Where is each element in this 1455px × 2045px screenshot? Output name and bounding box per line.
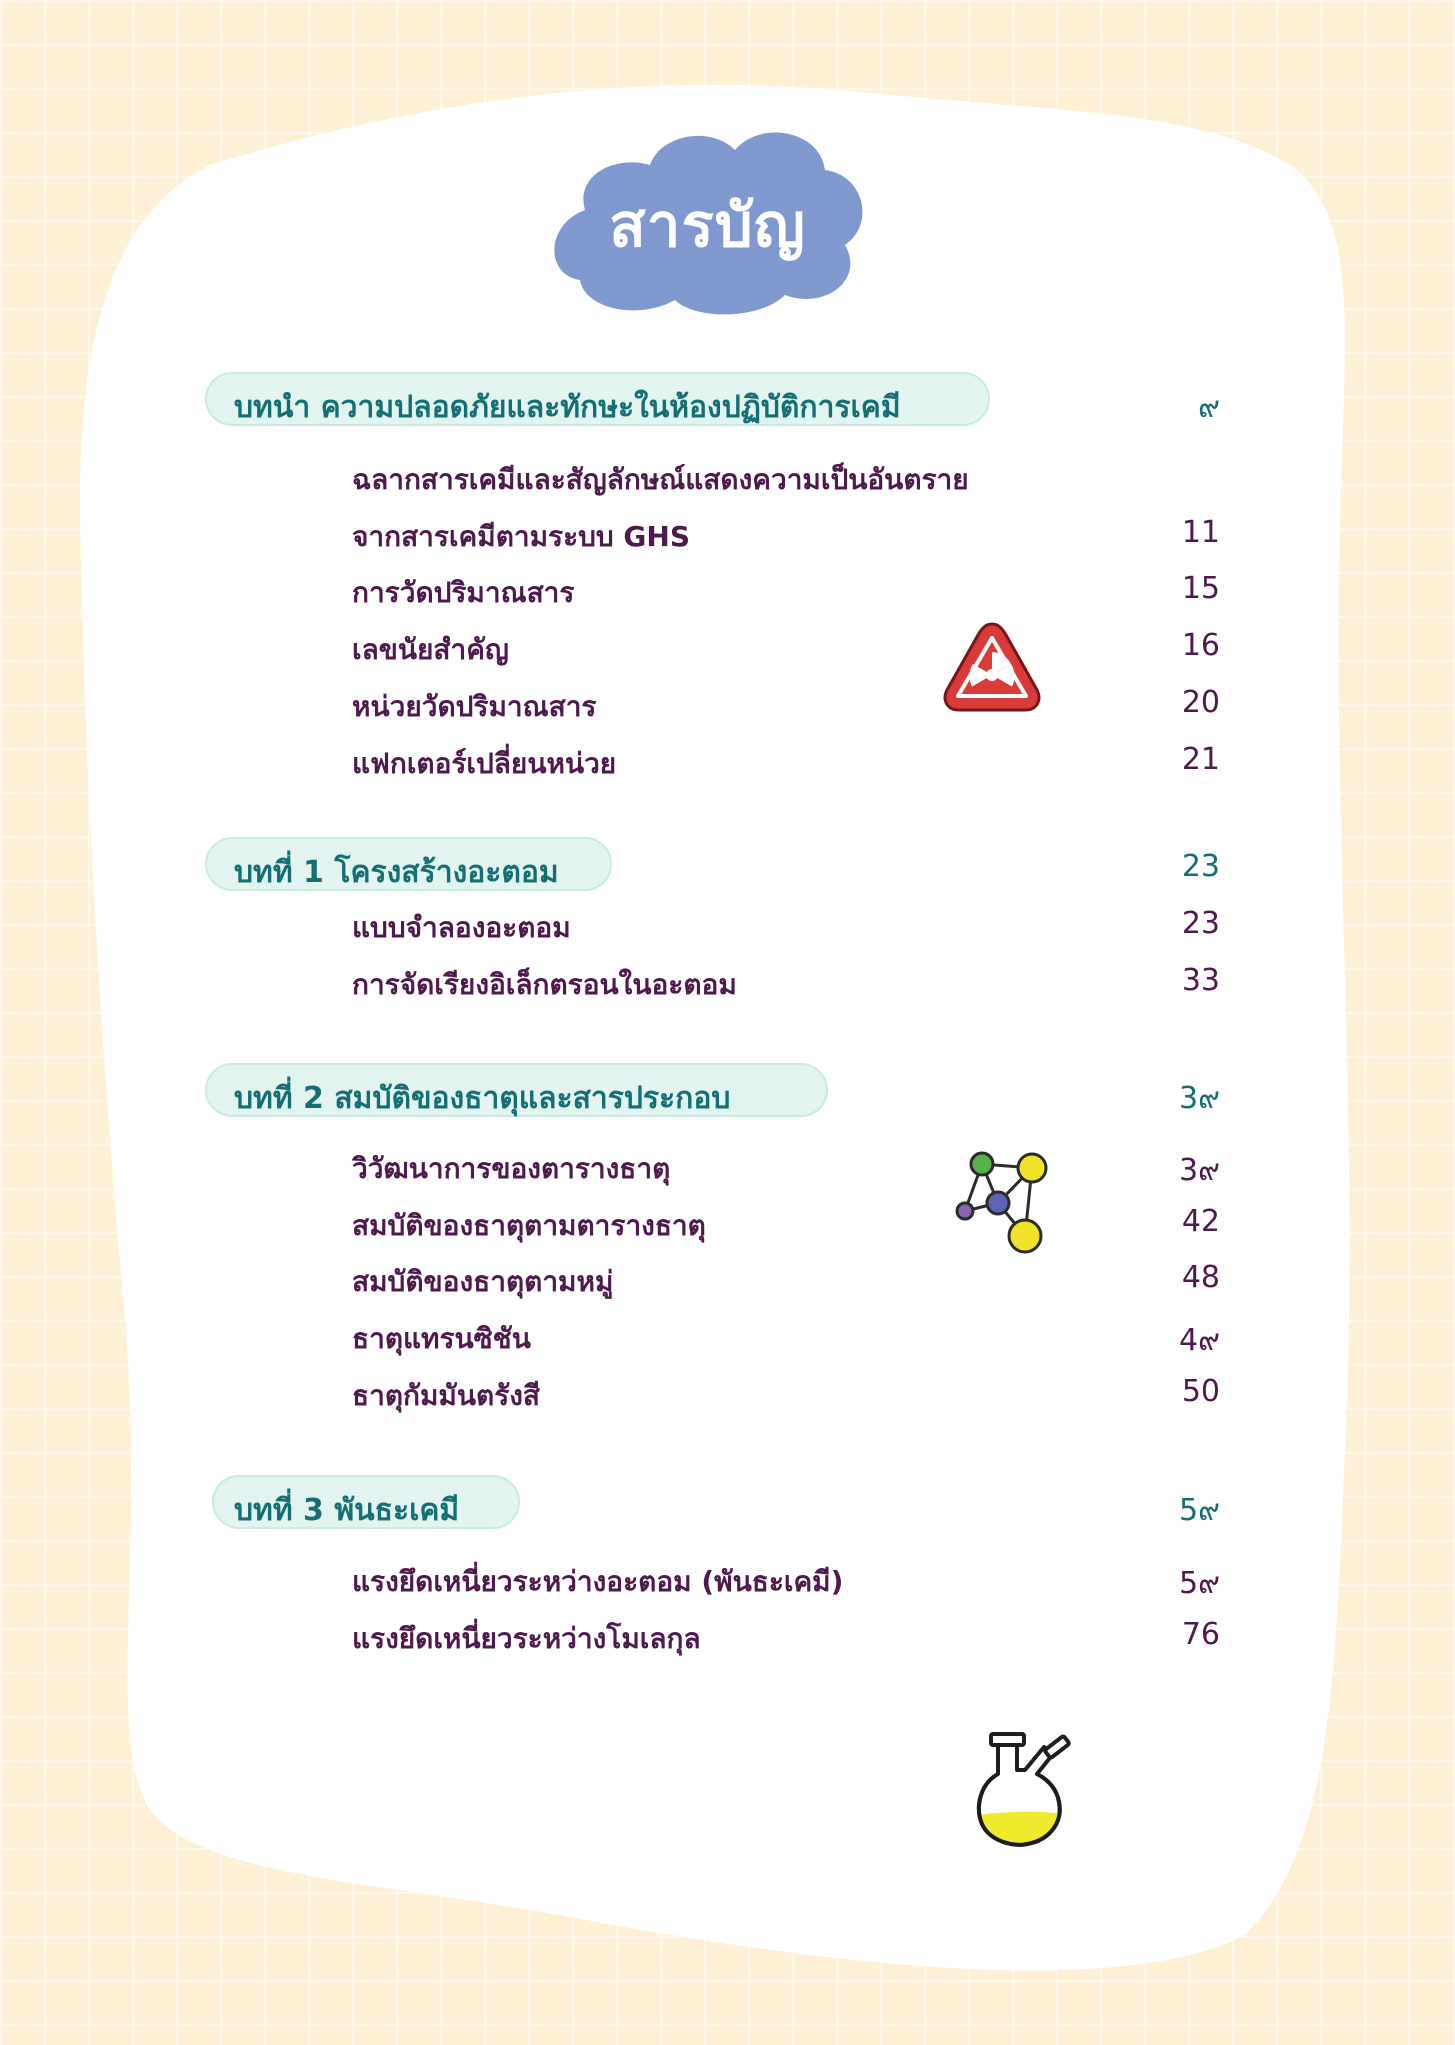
entry-title: แรงยึดเหนี่ยวระหว่างโมเลกุล bbox=[352, 1622, 701, 1655]
entry-page-number: 16 bbox=[1181, 628, 1220, 663]
entry-title: จากสารเคมีตามระบบ GHS bbox=[352, 520, 691, 553]
entry-page-number: 11 bbox=[1181, 515, 1220, 550]
entry-page-number: 48 bbox=[1181, 1260, 1220, 1295]
molecule-model-icon bbox=[952, 1148, 1056, 1258]
entry-title: ธาตุกัมมันตรังสี bbox=[352, 1379, 540, 1412]
toc-chapter-intro[interactable] bbox=[0, 372, 1455, 428]
entry-title: แฟกเตอร์เปลี่ยนหน่วย bbox=[352, 747, 617, 780]
chapter-page-number: 3๙ bbox=[1178, 1081, 1220, 1116]
page-title: สารบัญ bbox=[609, 191, 806, 261]
toc-entry[interactable] bbox=[0, 1550, 1455, 1606]
toc-entry[interactable] bbox=[0, 561, 1455, 617]
entry-page-number: 23 bbox=[1181, 906, 1220, 941]
chapter-title: บทนำ ความปลอดภัยและทักษะในห้องปฏิบัติการเคมี bbox=[234, 390, 901, 425]
toc-entry[interactable] bbox=[0, 1607, 1455, 1663]
chapter-title: บทที่ 1 โครงสร้างอะตอม bbox=[234, 855, 559, 890]
toc-entry[interactable] bbox=[0, 1137, 1455, 1193]
toc-chapter-3[interactable] bbox=[0, 1475, 1455, 1531]
entry-title: หน่วยวัดปริมาณสาร bbox=[352, 690, 597, 723]
entry-page-number: 3๙ bbox=[1178, 1153, 1220, 1188]
entry-page-number: 4๙ bbox=[1178, 1323, 1220, 1358]
entry-title: แบบจำลองอะตอม bbox=[352, 911, 571, 944]
entry-page-number: 5๙ bbox=[1178, 1566, 1220, 1601]
chapter-page-number: ๙ bbox=[1198, 390, 1220, 425]
entry-title: เลขนัยสำคัญ bbox=[352, 633, 509, 666]
entry-title: การจัดเรียงอิเล็กตรอนในอะตอม bbox=[352, 968, 737, 1001]
toc-entry[interactable] bbox=[0, 1364, 1455, 1420]
entry-title: ฉลากสารเคมีและสัญลักษณ์แสดงความเป็นอันตราย bbox=[352, 463, 969, 496]
entry-page-number: 20 bbox=[1181, 685, 1220, 720]
entry-page-number: 76 bbox=[1181, 1617, 1220, 1652]
toc-entry[interactable] bbox=[0, 896, 1455, 952]
toc-chapter-2[interactable] bbox=[0, 1063, 1455, 1119]
entry-title: วิวัฒนาการของตารางธาตุ bbox=[352, 1152, 671, 1185]
chapter-page-number: 23 bbox=[1181, 849, 1220, 884]
entry-title: ธาตุแทรนซิชัน bbox=[352, 1322, 531, 1355]
entry-page-number: 33 bbox=[1181, 963, 1220, 998]
toc-entry[interactable] bbox=[0, 505, 1455, 561]
entry-page-number: 42 bbox=[1181, 1204, 1220, 1239]
toc-entry[interactable] bbox=[0, 1307, 1455, 1363]
toc-entry[interactable] bbox=[0, 1194, 1455, 1250]
toc-entry[interactable] bbox=[0, 953, 1455, 1009]
entry-page-number: 50 bbox=[1181, 1374, 1220, 1409]
radiation-warning-icon bbox=[940, 618, 1044, 716]
entry-title: แรงยึดเหนี่ยวระหว่างอะตอม (พันธะเคมี) bbox=[352, 1565, 844, 1598]
chapter-title: บทที่ 3 พันธะเคมี bbox=[234, 1493, 460, 1528]
entry-title: สมบัติของธาตุตามตารางธาตุ bbox=[352, 1209, 706, 1242]
chemistry-flask-icon bbox=[965, 1722, 1077, 1852]
entry-title: การวัดปริมาณสาร bbox=[352, 576, 575, 609]
toc-entry[interactable] bbox=[0, 618, 1455, 674]
toc-entry[interactable] bbox=[0, 675, 1455, 731]
toc-chapter-1[interactable] bbox=[0, 837, 1455, 893]
toc-entry[interactable] bbox=[0, 1250, 1455, 1306]
entry-page-number: 21 bbox=[1181, 742, 1220, 777]
chapter-title: บทที่ 2 สมบัติของธาตุและสารประกอบ bbox=[234, 1081, 731, 1116]
entry-page-number: 15 bbox=[1181, 571, 1220, 606]
entry-title: สมบัติของธาตุตามหมู่ bbox=[352, 1265, 614, 1298]
chapter-page-number: 5๙ bbox=[1178, 1493, 1220, 1528]
toc-entry[interactable] bbox=[0, 448, 1455, 504]
toc-entry[interactable] bbox=[0, 732, 1455, 788]
